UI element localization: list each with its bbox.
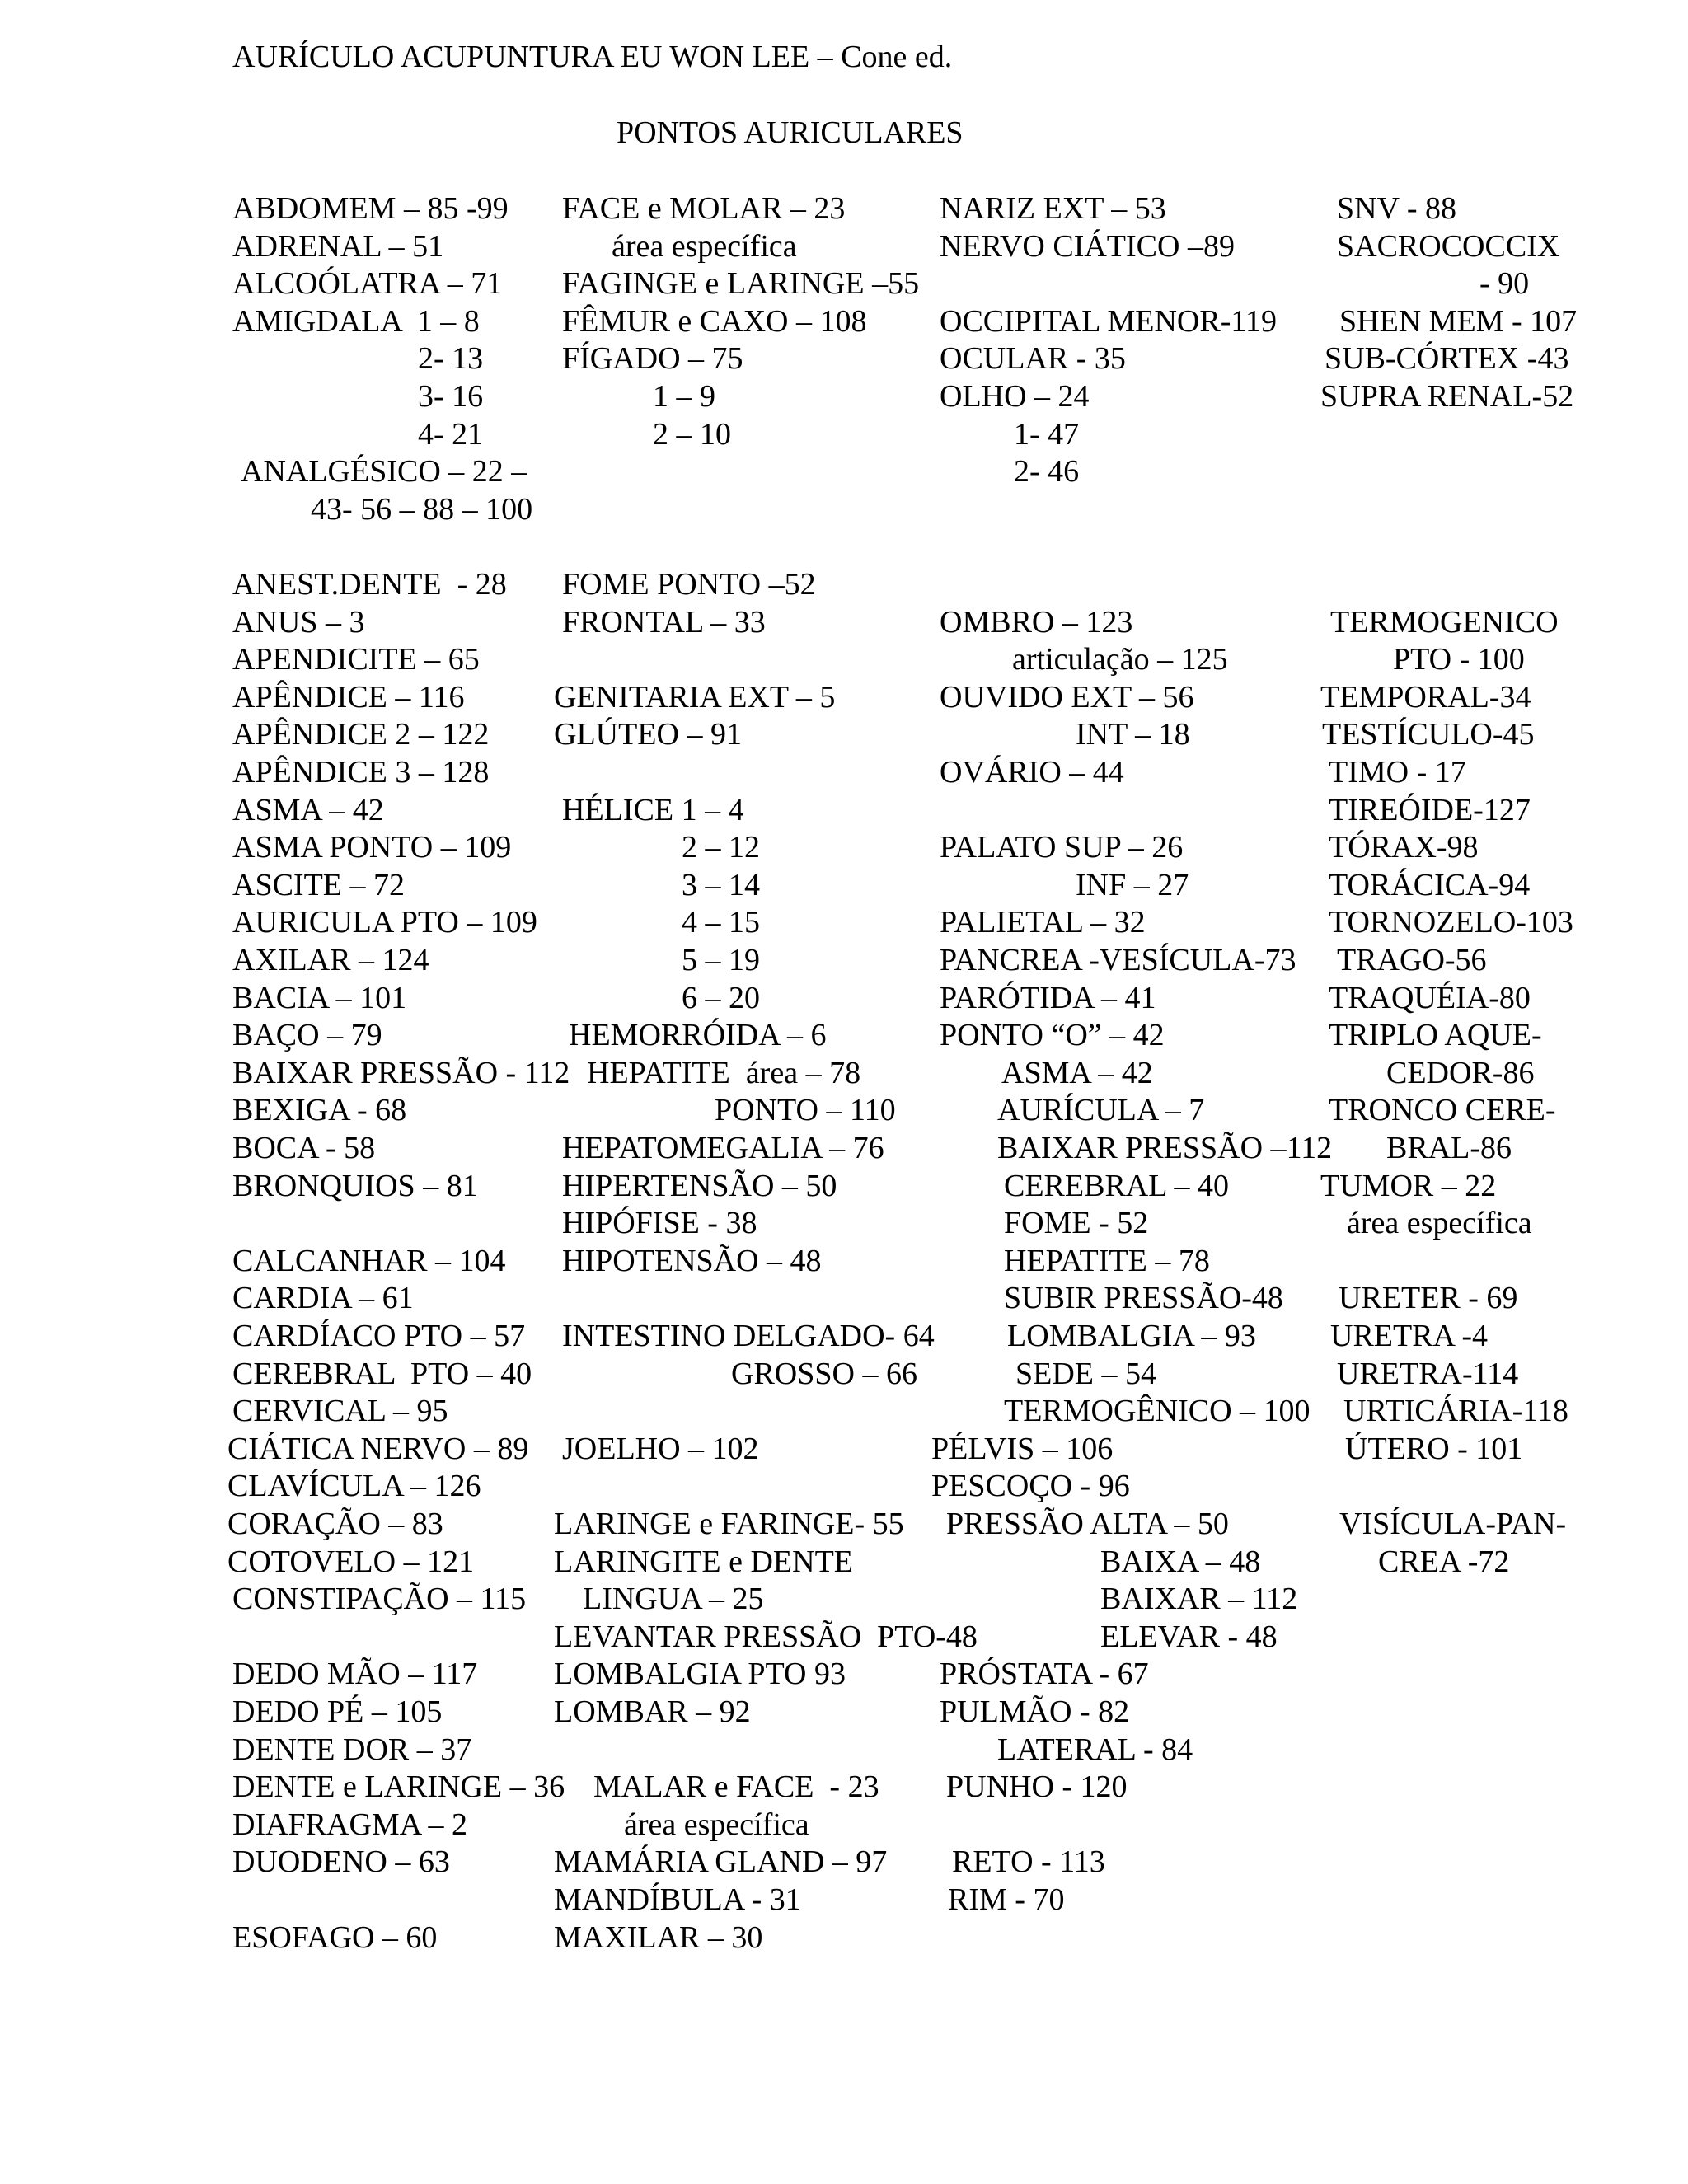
index-entry: TUMOR – 22: [1320, 1169, 1497, 1203]
index-entry: 2- 13: [418, 341, 484, 376]
index-entry: PTO - 100: [1393, 642, 1525, 677]
index-entry: URETER - 69: [1339, 1281, 1518, 1315]
index-entry: SHEN MEM - 107: [1339, 304, 1578, 339]
index-entry: PRÓSTATA - 67: [940, 1657, 1149, 1691]
index-entry: GLÚTEO – 91: [554, 717, 742, 752]
index-entry: OMBRO – 123: [940, 605, 1133, 640]
index-entry: RETO - 113: [952, 1844, 1105, 1879]
index-entry: 6 – 20: [682, 981, 760, 1015]
index-entry: HEMORRÓIDA – 6: [569, 1018, 827, 1052]
index-entry: BOCA - 58: [232, 1131, 376, 1165]
index-entry: área específica: [1347, 1206, 1532, 1240]
index-entry: URTICÁRIA-118: [1343, 1394, 1568, 1428]
index-entry: URETRA-114: [1337, 1357, 1519, 1391]
index-entry: HEPATOMEGALIA – 76: [562, 1131, 884, 1165]
index-entry: DEDO MÃO – 117: [232, 1657, 478, 1691]
index-entry: FÍGADO – 75: [562, 341, 743, 376]
index-entry: TIMO - 17: [1329, 755, 1466, 790]
index-entry: PÉLVIS – 106: [931, 1432, 1114, 1466]
index-entry: PARÓTIDA – 41: [940, 981, 1156, 1015]
index-entry: ABDOMEM – 85 -99: [232, 191, 509, 226]
index-entry: JOELHO – 102: [562, 1432, 759, 1466]
index-entry: NERVO CIÁTICO –89: [940, 229, 1235, 264]
index-entry: PRESSÃO ALTA – 50: [946, 1507, 1229, 1541]
index-entry: TORÁCICA-94: [1329, 868, 1531, 902]
index-entry: NARIZ EXT – 53: [940, 191, 1166, 226]
index-entry: BACIA – 101: [232, 981, 407, 1015]
index-entry: OUVIDO EXT – 56: [940, 680, 1194, 715]
index-entry: ADRENAL – 51: [232, 229, 444, 264]
index-entry: ANEST.DENTE - 28: [232, 567, 507, 602]
index-entry: DENTE e LARINGE – 36: [232, 1769, 565, 1804]
index-entry: BAÇO – 79: [232, 1018, 382, 1052]
index-entry: TRIPLO AQUE-: [1329, 1018, 1542, 1052]
index-entry: RIM - 70: [948, 1882, 1065, 1917]
index-entry: FOME PONTO –52: [562, 567, 816, 602]
page-title: PONTOS AURICULARES: [617, 115, 964, 150]
index-entry: DENTE DOR – 37: [232, 1732, 472, 1767]
index-entry: MAMÁRIA GLAND – 97: [554, 1844, 888, 1879]
index-entry: INF – 27: [1076, 868, 1189, 902]
index-entry: LATERAL - 84: [997, 1732, 1193, 1767]
index-entry: 2 – 10: [653, 417, 731, 452]
index-entry: CORAÇÃO – 83: [227, 1507, 443, 1541]
index-entry: LINGUA – 25: [583, 1582, 764, 1616]
index-entry: OVÁRIO – 44: [940, 755, 1124, 790]
index-entry: CREA -72: [1378, 1544, 1510, 1579]
index-entry: ELEVAR - 48: [1100, 1619, 1278, 1654]
index-entry: LARINGE e FARINGE- 55: [554, 1507, 904, 1541]
index-entry: LOMBALGIA – 93: [1007, 1319, 1256, 1353]
index-entry: PULMÃO - 82: [940, 1694, 1130, 1729]
index-entry: APÊNDICE – 116: [232, 680, 465, 715]
index-entry: TÓRAX-98: [1329, 830, 1479, 865]
index-entry: ASMA – 42: [1001, 1056, 1153, 1090]
index-entry: ALCOÓLATRA – 71: [232, 266, 503, 301]
index-entry: 4- 21: [418, 417, 484, 452]
index-entry: DEDO PÉ – 105: [232, 1694, 443, 1729]
index-entry: SUPRA RENAL-52: [1320, 379, 1574, 414]
index-entry: AURÍCULA – 7: [997, 1093, 1205, 1127]
index-entry: TERMOGENICO: [1330, 605, 1559, 640]
index-entry: HIPOTENSÃO – 48: [562, 1244, 822, 1278]
index-entry: TRAGO-56: [1337, 943, 1487, 977]
index-entry: FRONTAL – 33: [562, 605, 766, 640]
index-entry: LEVANTAR PRESSÃO PTO-48: [554, 1619, 978, 1654]
index-entry: OLHO – 24: [940, 379, 1090, 414]
index-entry: BAIXA – 48: [1100, 1544, 1261, 1579]
index-entry: FACE e MOLAR – 23: [562, 191, 846, 226]
index-entry: LOMBAR – 92: [554, 1694, 751, 1729]
index-entry: ANUS – 3: [232, 605, 365, 640]
index-entry: GENITARIA EXT – 5: [554, 680, 836, 715]
index-entry: DUODENO – 63: [232, 1844, 450, 1879]
index-entry: APÊNDICE 2 – 122: [232, 717, 490, 752]
index-entry: GROSSO – 66: [731, 1357, 917, 1391]
index-entry: CERVICAL – 95: [232, 1394, 448, 1428]
index-entry: TORNOZELO-103: [1329, 905, 1573, 940]
index-entry: MAXILAR – 30: [554, 1920, 763, 1955]
index-entry: 43- 56 – 88 – 100: [311, 492, 533, 527]
index-entry: BRONQUIOS – 81: [232, 1169, 478, 1203]
index-entry: FOME - 52: [1004, 1206, 1149, 1240]
index-entry: 3 – 14: [682, 868, 760, 902]
index-entry: CEREBRAL PTO – 40: [232, 1357, 532, 1391]
index-entry: FAGINGE e LARINGE –55: [562, 266, 920, 301]
index-entry: CONSTIPAÇÃO – 115: [232, 1582, 527, 1616]
index-entry: DIAFRAGMA – 2: [232, 1807, 468, 1842]
index-entry: ESOFAGO – 60: [232, 1920, 438, 1955]
index-entry: PANCREA -VESÍCULA-73: [940, 943, 1296, 977]
index-entry: VISÍCULA-PAN-: [1339, 1507, 1567, 1541]
index-entry: HIPERTENSÃO – 50: [562, 1169, 837, 1203]
index-entry: AURICULA PTO – 109: [232, 905, 537, 940]
index-entry: INTESTINO DELGADO- 64: [562, 1319, 935, 1353]
index-entry: PALATO SUP – 26: [940, 830, 1184, 865]
index-entry: ANALGÉSICO – 22 –: [241, 454, 528, 489]
index-entry: BEXIGA - 68: [232, 1093, 407, 1127]
index-entry: COTOVELO – 121: [227, 1544, 475, 1579]
index-entry: FÊMUR e CAXO – 108: [562, 304, 867, 339]
index-entry: articulação – 125: [1012, 642, 1228, 677]
index-entry: APENDICITE – 65: [232, 642, 480, 677]
index-entry: ÚTERO - 101: [1345, 1432, 1523, 1466]
index-entry: SACROCOCCIX: [1337, 229, 1560, 264]
index-entry: SUBIR PRESSÃO-48: [1004, 1281, 1283, 1315]
index-entry: 3- 16: [418, 379, 484, 414]
index-entry: OCULAR - 35: [940, 341, 1126, 376]
index-entry: SEDE – 54: [1015, 1357, 1156, 1391]
index-entry: área específica: [624, 1807, 809, 1842]
index-entry: OCCIPITAL MENOR-119: [940, 304, 1277, 339]
index-entry: LOMBALGIA PTO 93: [554, 1657, 846, 1691]
index-entry: TERMOGÊNICO – 100: [1004, 1394, 1311, 1428]
index-entry: TIREÓIDE-127: [1329, 793, 1531, 827]
index-entry: LARINGITE e DENTE: [554, 1544, 854, 1579]
index-entry: PUNHO - 120: [946, 1769, 1128, 1804]
index-entry: SUB-CÓRTEX -43: [1325, 341, 1569, 376]
index-entry: BAIXAR PRESSÃO - 112: [232, 1056, 570, 1090]
index-entry: BAIXAR PRESSÃO –112: [997, 1131, 1333, 1165]
index-entry: CALCANHAR – 104: [232, 1244, 506, 1278]
index-entry: HEPATITE – 78: [1004, 1244, 1210, 1278]
index-entry: área específica: [612, 229, 797, 264]
index-entry: AMIGDALA 1 – 8: [232, 304, 480, 339]
index-entry: SNV - 88: [1337, 191, 1456, 226]
index-entry: CEDOR-86: [1386, 1056, 1535, 1090]
index-entry: - 90: [1479, 266, 1530, 301]
index-entry: ASCITE – 72: [232, 868, 405, 902]
index-entry: CIÁTICA NERVO – 89: [227, 1432, 529, 1466]
index-entry: PALIETAL – 32: [940, 905, 1146, 940]
index-entry: 2- 46: [1014, 454, 1080, 489]
index-entry: ASMA PONTO – 109: [232, 830, 512, 865]
index-entry: 2 – 12: [682, 830, 760, 865]
index-entry: AXILAR – 124: [232, 943, 429, 977]
index-entry: MANDÍBULA - 31: [554, 1882, 801, 1917]
index-entry: ASMA – 42: [232, 793, 384, 827]
index-entry: BAIXAR – 112: [1100, 1582, 1298, 1616]
index-entry: 4 – 15: [682, 905, 760, 940]
index-entry: CLAVÍCULA – 126: [227, 1469, 481, 1503]
index-entry: PESCOÇO - 96: [931, 1469, 1130, 1503]
index-entry: TRONCO CERE-: [1329, 1093, 1556, 1127]
index-entry: INT – 18: [1076, 717, 1190, 752]
index-entry: CARDÍACO PTO – 57: [232, 1319, 526, 1353]
index-entry: MALAR e FACE - 23: [593, 1769, 879, 1804]
index-entry: PONTO “O” – 42: [940, 1018, 1165, 1052]
index-entry: PONTO – 110: [715, 1093, 896, 1127]
index-entry: 1- 47: [1014, 417, 1080, 452]
index-entry: APÊNDICE 3 – 128: [232, 755, 490, 790]
index-entry: CARDIA – 61: [232, 1281, 414, 1315]
index-entry: TEMPORAL-34: [1320, 680, 1531, 715]
index-entry: HIPÓFISE - 38: [562, 1206, 757, 1240]
index-entry: TRAQUÉIA-80: [1329, 981, 1531, 1015]
index-entry: URETRA -4: [1330, 1319, 1489, 1353]
index-entry: HÉLICE 1 – 4: [562, 793, 744, 827]
index-entry: HEPATITE área – 78: [587, 1056, 861, 1090]
document-header: AURÍCULO ACUPUNTURA EU WON LEE – Cone ed.: [232, 40, 953, 74]
index-entry: TESTÍCULO-45: [1322, 717, 1535, 752]
index-entry: 1 – 9: [653, 379, 715, 414]
index-entry: 5 – 19: [682, 943, 760, 977]
index-entry: BRAL-86: [1386, 1131, 1512, 1165]
index-entry: CEREBRAL – 40: [1004, 1169, 1230, 1203]
